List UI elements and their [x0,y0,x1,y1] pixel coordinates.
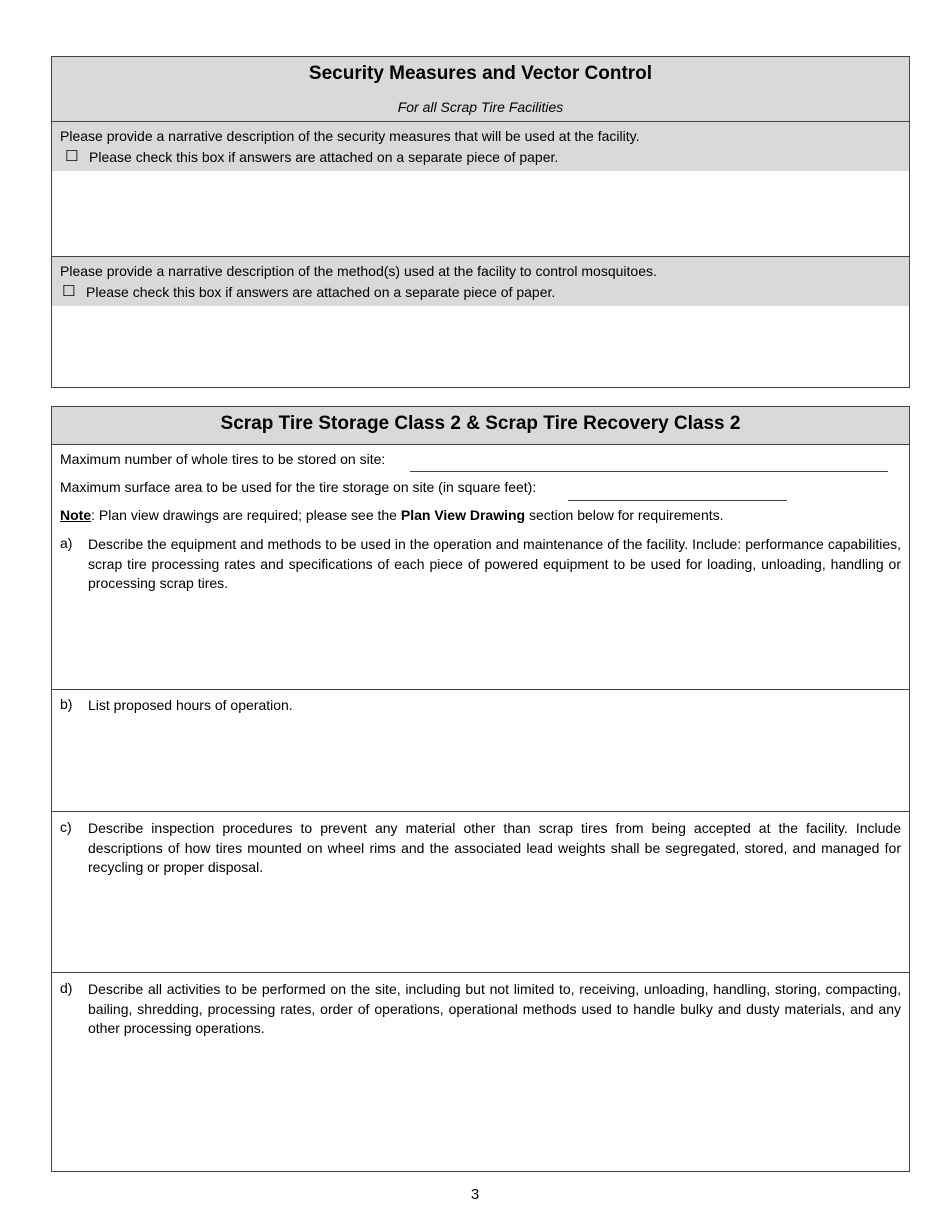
security-q2-checkbox-label: Please check this box if answers are attached on a separate piece of paper. [86,284,556,300]
item-d-answer-area[interactable] [52,1038,909,1170]
item-a-text: Describe the equipment and methods to be used in the operation and maintenance of the facility. Include: performance capabilities, scrap tire processing rates and specifications of each piece of powered equipment to be used for loading, unloading, handling or processing scrap tires. [88,536,901,591]
security-q1-text: Please provide a narrative description of the security measures that will be used at the facility. [60,128,640,144]
note-prefix: Note [60,507,92,523]
item-a-label: a) [60,535,73,551]
security-q2-band [52,257,909,306]
item-d-text: Describe all activities to be performed on the site, including but not limited to, receiving, unloading, handling, storing, compacting, bailing, shredding, processing rates, order of operations, operational methods used to handle bulky and dusty materials, and any other processing operations. [88,981,901,1036]
item-a-answer-area[interactable] [52,592,909,688]
note-mid: : Plan view drawings are required; please see the [91,507,401,523]
item-b-label: b) [60,696,73,712]
security-title: Security Measures and Vector Control [308,63,653,84]
item-c-text: Describe inspection procedures to prevent any material other than scrap tires from being accepted at the facility. Include descriptions of how tires mounted on wheel rims and the associated lead weights shall be segregated, stored, and managed for recycling or proper disposal. [88,820,901,875]
security-section [51,56,910,388]
security-q1-band [52,122,909,171]
item-c-answer-area[interactable] [52,877,909,971]
item-b-text: List proposed hours of operation. [88,697,293,713]
max-tires-label: Maximum number of whole tires to be stored on site: [60,451,386,467]
security-q2-checkbox[interactable]: ☐ [62,283,76,300]
plan-view-note [60,507,724,523]
security-q1-checkbox[interactable]: ☐ [65,148,79,165]
item-c-label: c) [60,819,72,835]
max-area-field[interactable] [568,500,787,501]
security-q1-checkbox-label: Please check this box if answers are attached on a separate piece of paper. [89,149,559,165]
divider [52,444,909,445]
security-subtitle: For all Scrap Tire Facilities [397,99,564,115]
storage-section [51,406,910,1172]
note-suffix: section below for requirements. [525,507,724,523]
security-q2-answer-area[interactable] [52,306,909,387]
divider [52,689,909,690]
item-b-answer-area[interactable] [52,717,909,810]
storage-header [52,407,909,444]
max-tires-field[interactable] [410,471,888,472]
item-d-label: d) [60,980,73,996]
security-q2-text: Please provide a narrative description of the method(s) used at the facility to control mosquitoes. [60,263,657,279]
storage-title: Scrap Tire Storage Class 2 & Scrap Tire Recovery Class 2 [220,413,741,434]
security-q1-answer-area[interactable] [52,171,909,256]
page-number: 3 [470,1186,480,1203]
security-header [52,57,909,121]
divider [52,811,909,812]
note-bold: Plan View Drawing [400,507,526,523]
divider [52,972,909,973]
max-area-label: Maximum surface area to be used for the tire storage on site (in square feet): [60,479,537,495]
